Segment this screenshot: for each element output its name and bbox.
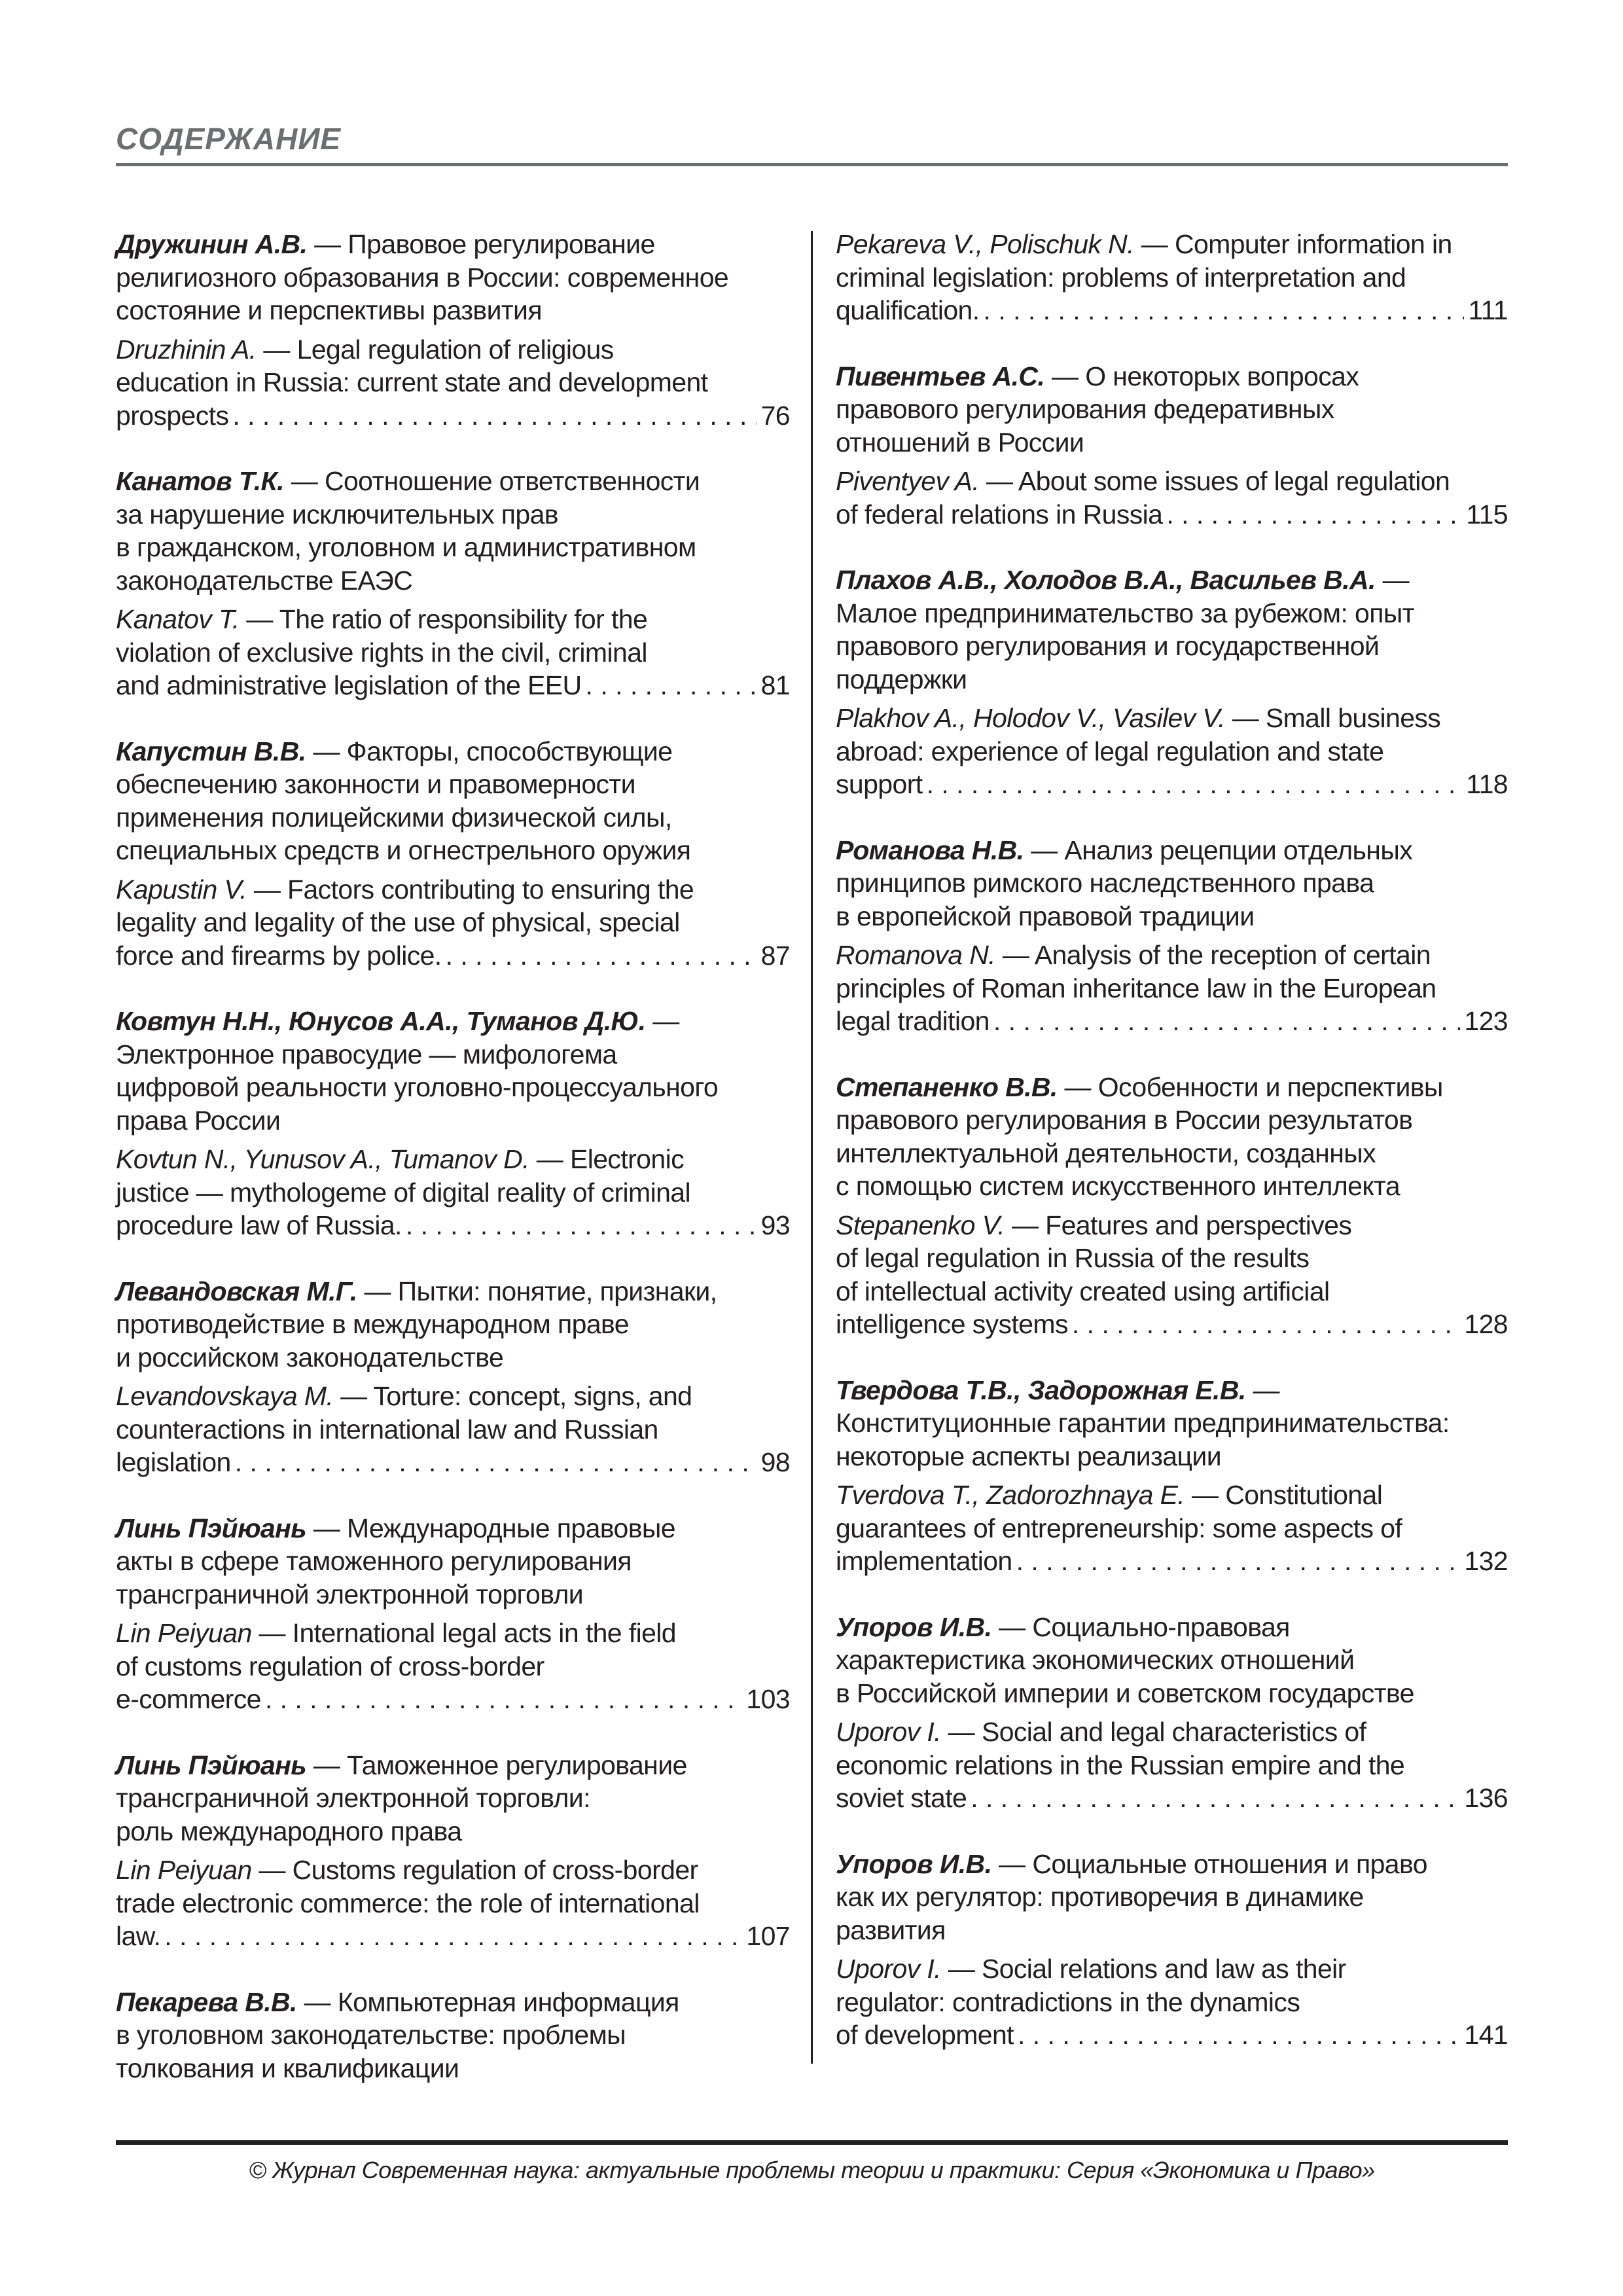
author-ru: Степаненко В.В. — [836, 1071, 1058, 1102]
title-en-line: — Social relations and law as their — [948, 1954, 1346, 1984]
toc-entry-english — [116, 1617, 790, 1716]
toc-leader-line — [836, 294, 1508, 327]
footer-copyright: © Журнал Современная наука: актуальные проблемы теории и практики: Серия «Экономика и Право» — [249, 2157, 1375, 2183]
toc-entry-english — [836, 1715, 1508, 1815]
toc-entry-english — [836, 1209, 1508, 1341]
title-ru-line: законодательстве ЕАЭС — [116, 565, 413, 596]
toc-entry[interactable] — [116, 228, 790, 432]
page-header — [116, 119, 1508, 158]
title-en-line: — Constitutional — [1192, 1480, 1383, 1510]
dot-leader — [984, 294, 1465, 327]
page-number[interactable]: 111 — [1468, 295, 1508, 325]
title-ru-line: противодействие в международном праве — [116, 1309, 629, 1339]
title-ru-line: роль международного права — [116, 1816, 462, 1846]
title-ru-line: интеллектуальной деятельности, созданных — [836, 1138, 1376, 1168]
toc-entry[interactable] — [836, 1611, 1508, 1815]
title-ru-line: принципов римского наследственного права — [836, 868, 1374, 898]
author-ru: Плахов А.В., Холодов В.А., Васильев В.А. — [836, 565, 1376, 595]
dot-leader — [164, 1920, 742, 1953]
title-ru-line: — Таможенное регулирование — [313, 1749, 687, 1780]
toc-entry[interactable] — [116, 1749, 790, 1953]
toc-leader-line — [116, 939, 790, 973]
toc-entry-english — [116, 1380, 790, 1479]
title-en-line: — Small business — [1232, 703, 1441, 733]
toc-entry[interactable] — [116, 735, 790, 973]
page-title: СОДЕРЖАНИЕ — [116, 122, 342, 156]
toc-leader-line — [836, 1782, 1508, 1815]
author-ru: Упоров И.В. — [836, 1611, 992, 1642]
column-divider — [811, 231, 813, 2064]
toc-leader-line — [116, 1683, 790, 1716]
toc-entry-russian — [116, 1749, 790, 1848]
page-number[interactable]: 123 — [1464, 1006, 1508, 1036]
title-ru-line: религиозного образования в России: современное — [116, 262, 729, 293]
dot-leader — [1018, 2018, 1460, 2052]
author-ru: Канатов Т.К. — [116, 466, 284, 496]
toc-entry[interactable] — [116, 1512, 790, 1716]
toc-entry-russian — [836, 564, 1508, 696]
author-en: Pekareva V., Polischuk N. — [836, 229, 1134, 259]
author-en: Lin Peiyuan — [116, 1855, 252, 1885]
title-ru-line: — — [1253, 1374, 1279, 1405]
title-ru-line: — Особенности и перспективы — [1064, 1071, 1443, 1102]
title-ru-line: правового регулирования и государственной — [836, 631, 1380, 661]
title-en-line: justice — mythologeme of digital reality of criminal — [116, 1177, 690, 1208]
page-number[interactable]: 87 — [760, 940, 790, 971]
title-en-line: principles of Roman inheritance law in the European — [836, 973, 1436, 1003]
page-number[interactable]: 128 — [1464, 1309, 1508, 1339]
title-en-line: violation of exclusive rights in the civil, criminal — [116, 637, 647, 668]
title-en-last-line: prospects — [116, 400, 229, 431]
title-ru-line: толкования и квалификации — [116, 2053, 459, 2083]
toc-entry-russian — [836, 834, 1508, 933]
title-en-line: criminal legislation: problems of interpretation and — [836, 262, 1406, 293]
dot-leader — [927, 768, 1463, 801]
title-en-line: — About some issues of legal regulation — [986, 466, 1450, 496]
author-en: Lin Peiyuan — [116, 1618, 252, 1648]
toc-leader-line — [116, 1446, 790, 1479]
title-ru-line: правового регулирования федеративных — [836, 394, 1334, 424]
title-ru-line: в гражданском, уголовном и административном — [116, 532, 696, 562]
title-en-line: — Legal regulation of religious — [263, 334, 614, 365]
toc-entry-english — [836, 465, 1508, 531]
toc-leader-line — [836, 1545, 1508, 1578]
title-ru-line: применения полицейскими физической силы, — [116, 802, 672, 833]
title-ru-line: отношений в России — [836, 427, 1084, 457]
toc-entry-english — [836, 939, 1508, 1038]
title-en-line: — Social and legal characteristics of — [948, 1717, 1366, 1747]
author-ru: Дружинин А.В. — [116, 229, 308, 259]
title-en-line: — Computer information in — [1141, 229, 1452, 259]
title-ru-line: в Российской империи и советском государстве — [836, 1677, 1414, 1708]
author-ru: Капустин В.В. — [116, 736, 306, 766]
page-number[interactable]: 141 — [1464, 2020, 1508, 2050]
title-ru-line: — — [1382, 565, 1409, 595]
title-en-line: of intellectual activity created using artificial — [836, 1276, 1330, 1306]
page-number[interactable]: 81 — [760, 670, 790, 700]
toc-entry[interactable] — [836, 834, 1508, 1038]
toc-left-column — [116, 228, 790, 2117]
toc-entry-russian — [836, 1374, 1508, 1473]
author-ru: Твердова Т.В., Задорожная Е.В. — [836, 1374, 1246, 1405]
title-ru-line: — О некоторых вопросах — [1052, 361, 1359, 391]
title-ru-line: Малое предпринимательство за рубежом: опыт — [836, 598, 1414, 628]
title-ru-line: Электронное правосудие — мифологема — [116, 1039, 617, 1069]
title-en-last-line: legal tradition — [836, 1006, 990, 1036]
title-en-last-line: soviet state — [836, 1783, 967, 1813]
toc-entry-russian — [116, 735, 790, 867]
toc-entry-english — [116, 873, 790, 973]
author-ru: Левандовская М.Г. — [116, 1276, 357, 1306]
title-ru-line: Конституционные гарантии предпринимательства: — [836, 1408, 1450, 1438]
title-ru-line: с помощью систем искусственного интеллекта — [836, 1171, 1400, 1201]
toc-entry-english — [116, 333, 790, 433]
toc-entry[interactable] — [116, 1986, 790, 2085]
title-en-line: economic relations in the Russian empire and the — [836, 1749, 1405, 1780]
author-en: Tverdova T., Zadorozhnaya E. — [836, 1480, 1185, 1510]
toc-entry-english — [116, 1143, 790, 1242]
toc-entry-russian — [116, 465, 790, 597]
title-ru-line: — Пытки: понятие, признаки, — [364, 1276, 717, 1306]
dot-leader — [406, 1209, 757, 1242]
dot-leader — [1072, 1308, 1461, 1341]
title-en-line: counteractions in international law and Russian — [116, 1414, 658, 1444]
title-ru-line: характеристика экономических отношений — [836, 1645, 1355, 1675]
toc-leader-line — [116, 669, 790, 702]
title-en-line: legality and legality of the use of physical, special — [116, 907, 680, 937]
toc-leader-line — [836, 498, 1508, 531]
toc-entry[interactable] — [836, 1071, 1508, 1341]
title-ru-line: за нарушение исключительных прав — [116, 499, 558, 529]
dot-leader — [232, 399, 757, 433]
toc-leader-line — [116, 1920, 790, 1953]
title-en-line: abroad: experience of legal regulation and state — [836, 736, 1384, 766]
author-ru: Пекарева В.В. — [116, 1986, 297, 2017]
title-ru-line: в европейской правовой традиции — [836, 901, 1255, 931]
author-en: Kanatov T. — [116, 604, 240, 634]
author-ru: Линь Пэйюань — [116, 1749, 307, 1780]
title-ru-line: правового регулирования в России результатов — [836, 1105, 1413, 1135]
title-ru-line: специальных средств и огнестрельного оружия — [116, 835, 691, 865]
toc-entry[interactable] — [116, 465, 790, 702]
title-en-last-line: of development — [836, 2020, 1014, 2050]
page-number[interactable]: 118 — [1466, 769, 1508, 799]
title-en-line: — International legal acts in the field — [259, 1618, 677, 1648]
toc-entry-english — [116, 603, 790, 702]
toc-leader-line — [836, 1005, 1508, 1038]
title-en-line: — Features and perspectives — [1011, 1210, 1352, 1240]
toc-entry[interactable] — [116, 1005, 790, 1242]
title-en-line: — Customs regulation of cross-border — [259, 1855, 698, 1885]
toc-leader-line — [836, 768, 1508, 801]
toc-entry-english — [836, 228, 1508, 327]
title-en-line: of legal regulation in Russia of the results — [836, 1243, 1310, 1273]
footer-rule — [116, 2140, 1508, 2145]
toc-entry[interactable] — [836, 228, 1508, 327]
dot-leader — [446, 939, 757, 973]
title-en-line: of customs regulation of cross-border — [116, 1651, 544, 1681]
toc-leader-line — [116, 1209, 790, 1242]
toc-leader-line — [116, 399, 790, 433]
author-en: Kapustin V. — [116, 874, 247, 905]
toc-entry[interactable] — [836, 564, 1508, 801]
title-ru-line: — Компьютерная информация — [304, 1986, 679, 2017]
page-number[interactable]: 93 — [760, 1210, 790, 1240]
toc-leader-line — [836, 2018, 1508, 2052]
title-ru-line: и российском законодательстве — [116, 1342, 504, 1372]
title-ru-line: — Международные правовые — [313, 1513, 675, 1543]
title-ru-line: состояние и перспективы развития — [116, 295, 542, 325]
title-en-last-line: support — [836, 769, 923, 799]
title-en-line: — The ratio of responsibility for the — [246, 604, 648, 634]
toc-entry-russian — [116, 1005, 790, 1137]
title-ru-line: поддержки — [836, 664, 967, 694]
title-en-last-line: implementation — [836, 1546, 1012, 1576]
toc-leader-line — [836, 1308, 1508, 1341]
title-ru-line: трансграничной электронной торговли: — [116, 1783, 590, 1813]
author-en: Plakhov A., Holodov V., Vasilev V. — [836, 703, 1225, 733]
title-en-last-line: of federal relations in Russia — [836, 499, 1163, 529]
author-en: Kovtun N., Yunusov A., Tumanov D. — [116, 1144, 529, 1174]
title-ru-line: — Факторы, способствующие — [313, 736, 673, 766]
dot-leader — [1166, 498, 1462, 531]
title-ru-line: цифровой реальности уголовно-процессуального — [116, 1072, 719, 1102]
title-en-last-line: qualification. — [836, 295, 980, 325]
title-ru-line: — Соотношение ответственности — [291, 466, 700, 496]
author-ru: Ковтун Н.Н., Юнусов А.А., Туманов Д.Ю. — [116, 1006, 646, 1036]
author-ru: Упоров И.В. — [836, 1848, 992, 1879]
toc-entry-english — [116, 1854, 790, 1953]
title-ru-line: — Анализ рецепции отдельных — [1031, 834, 1413, 865]
dot-leader — [586, 669, 757, 702]
dot-leader — [265, 1683, 743, 1716]
title-en-line: — Analysis of the reception of certain — [1002, 940, 1431, 970]
dot-leader — [971, 1782, 1460, 1815]
author-en: Druzhinin A. — [116, 334, 257, 365]
title-ru-line: права России — [116, 1105, 281, 1136]
title-en-line: — Factors contributing to ensuring the — [253, 874, 694, 905]
title-en-last-line: and administrative legislation of the EEU — [116, 670, 582, 700]
author-en: Piventyev A. — [836, 466, 980, 496]
page-number[interactable]: 98 — [760, 1447, 790, 1477]
title-en-last-line: force and firearms by police. — [116, 940, 442, 971]
toc-right-column — [836, 228, 1508, 2085]
page-number[interactable]: 132 — [1464, 1546, 1508, 1576]
page-number[interactable]: 76 — [760, 400, 790, 431]
title-ru-line: как их регулятор: противоречия в динамике — [836, 1882, 1364, 1912]
page-number[interactable]: 115 — [1466, 499, 1508, 529]
author-en: Uporov I. — [836, 1717, 941, 1747]
author-ru: Линь Пэйюань — [116, 1513, 307, 1543]
title-ru-line: в уголовном законодательстве: проблемы — [116, 2020, 626, 2050]
title-en-last-line: intelligence systems — [836, 1309, 1068, 1339]
title-en-last-line: law. — [116, 1921, 161, 1951]
title-ru-line: трансграничной электронной торговли — [116, 1579, 584, 1609]
toc-entry[interactable] — [836, 1848, 1508, 2052]
author-en: Romanova N. — [836, 940, 996, 970]
page-number[interactable]: 136 — [1464, 1783, 1508, 1813]
toc-entry-russian — [836, 1848, 1508, 1947]
dot-leader — [1016, 1545, 1461, 1578]
title-en-line: education in Russia: current state and development — [116, 367, 708, 397]
toc-entry-russian — [116, 228, 790, 327]
page-number[interactable]: 107 — [746, 1921, 790, 1951]
toc-entry[interactable] — [116, 1275, 790, 1479]
page-number[interactable]: 103 — [746, 1684, 790, 1714]
title-ru-line: обеспечению законности и правомерности — [116, 769, 635, 799]
author-en: Levandovskaya M. — [116, 1381, 334, 1411]
toc-entry-english — [836, 1479, 1508, 1578]
title-ru-line: — Социальные отношения и право — [999, 1848, 1427, 1879]
toc-entry[interactable] — [836, 1374, 1508, 1578]
title-en-last-line: procedure law of Russia. — [116, 1210, 402, 1240]
toc-entry-english — [836, 1952, 1508, 2052]
title-en-line: guarantees of entrepreneurship: some aspects of — [836, 1513, 1402, 1543]
dot-leader — [993, 1005, 1461, 1038]
author-ru: Романова Н.В. — [836, 834, 1024, 865]
header-rule — [116, 163, 1508, 166]
toc-entry-russian — [836, 360, 1508, 459]
title-ru-line: — Правовое регулирование — [314, 229, 655, 259]
toc-entry-russian — [836, 1071, 1508, 1203]
toc-entry-russian — [116, 1275, 790, 1374]
toc-entry[interactable] — [836, 360, 1508, 531]
title-ru-line: развития — [836, 1914, 946, 1945]
title-en-line: trade electronic commerce: the role of international — [116, 1888, 700, 1918]
title-en-line: — Torture: concept, signs, and — [340, 1381, 692, 1411]
title-ru-line: — Социально-правовая — [999, 1611, 1290, 1642]
title-en-line: regulator: contradictions in the dynamics — [836, 1986, 1300, 2017]
title-ru-line: акты в сфере таможенного регулирования — [116, 1546, 632, 1576]
title-ru-line: — — [652, 1006, 679, 1036]
toc-entry-russian — [836, 1611, 1508, 1710]
title-en-line: — Electronic — [536, 1144, 684, 1174]
toc-entry-russian — [116, 1512, 790, 1611]
title-en-last-line: legislation — [116, 1447, 231, 1477]
toc-entry-russian — [116, 1986, 790, 2085]
title-en-last-line: e-commerce — [116, 1684, 261, 1714]
author-ru: Пивентьев А.С. — [836, 361, 1045, 391]
title-ru-line: некоторые аспекты реализации — [836, 1441, 1221, 1471]
author-en: Uporov I. — [836, 1954, 941, 1984]
toc-entry-english — [836, 702, 1508, 801]
author-en: Stepanenko V. — [836, 1210, 1005, 1240]
dot-leader — [235, 1446, 757, 1479]
